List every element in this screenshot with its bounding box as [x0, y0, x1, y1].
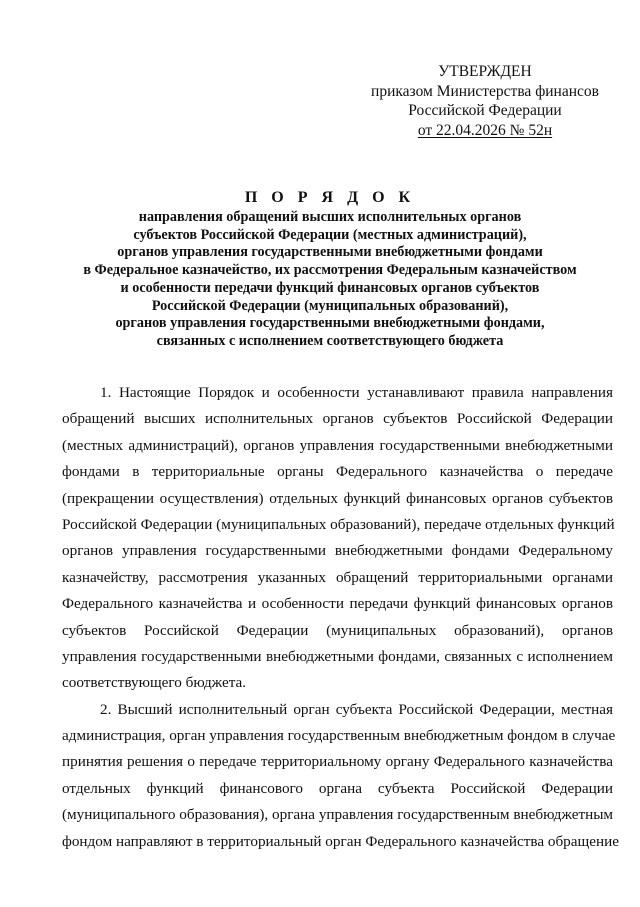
paragraph-2: [62, 697, 619, 855]
title-line: органов управления государственными внебюджетными фондами: [117, 244, 543, 261]
paragraph-line: обращений высших исполнительных органов субъектов Российской Федерации: [62, 410, 613, 428]
title-line: в Федеральное казначейство, их рассмотрения Федеральным казначейством: [83, 262, 577, 279]
approval-country: Российской Федерации: [408, 102, 562, 119]
paragraph-line: фондами в территориальные органы Федерального казначейства о передаче: [62, 463, 613, 481]
paragraph-line: (муниципального образования), органа управления государственным внебюджетным: [62, 806, 614, 824]
paragraph-line: 2. Высший исполнительный орган субъекта Российской Федерации, местная: [100, 700, 613, 718]
paragraph-line: 1. Настоящие Порядок и особенности устанавливают правила направления: [100, 384, 613, 401]
paragraph-1: [62, 380, 613, 697]
title-line: органов управления государственными внебюджетными фондами,: [115, 315, 545, 332]
paragraph-line: фондом направляют в территориальный орган Федерального казначейства обращение: [62, 832, 619, 850]
title-line: связанных с исполнением соответствующего бюджета: [156, 332, 504, 349]
paragraph-line: управления государственными внебюджетными фондами, связанных с исполнением: [62, 647, 613, 665]
paragraph-line: органов управления государственными внебюджетными фондами Федеральному: [62, 542, 613, 560]
approval-order-text: приказом Министерства финансов: [371, 82, 599, 100]
paragraph-line: Федерального казначейства и особенности передачи функций финансовых органов: [62, 595, 613, 613]
approval-stamp: [360, 62, 610, 140]
title-line: и особенности передачи функций финансовых органов субъектов: [120, 279, 540, 296]
title-line: субъектов Российской Федерации (местных администраций),: [133, 226, 527, 243]
document-body: [62, 380, 619, 855]
paragraph-line: администрация, орган управления государственным внебюджетным фондом в случае: [62, 727, 616, 745]
paragraph-line: (прекращении осуществления) отдельных функций финансовых органов субъектов: [62, 489, 613, 507]
paragraph-line: отдельных функций финансового органа субъекта Российской Федерации: [62, 779, 613, 797]
title-line: Российской Федерации (муниципальных образований),: [151, 297, 509, 314]
paragraph-line: принятия решения о передаче территориальному органу Федерального казначейства: [62, 753, 613, 771]
paragraph-line: соответствующего бюджета.: [62, 674, 247, 692]
document-title: [20, 188, 640, 351]
title-main: П О Р Я Д О К: [244, 189, 416, 206]
title-line: направления обращений высших исполнительных органов: [138, 209, 522, 225]
paragraph-line: казначейству, рассмотрения указанных обращений территориальными органами: [62, 568, 613, 586]
paragraph-line: (местных администраций), органов управления государственными внебюджетными: [62, 436, 613, 454]
approval-date-number: от 22.04.2026 № 52н: [417, 121, 553, 139]
paragraph-line: субъектов Российской Федерации (муниципальных образований), органов: [62, 621, 613, 639]
approval-status: УТВЕРЖДЕН: [438, 63, 532, 80]
paragraph-line: Российской Федерации (муниципальных образований), передаче отдельных функций: [62, 515, 615, 533]
